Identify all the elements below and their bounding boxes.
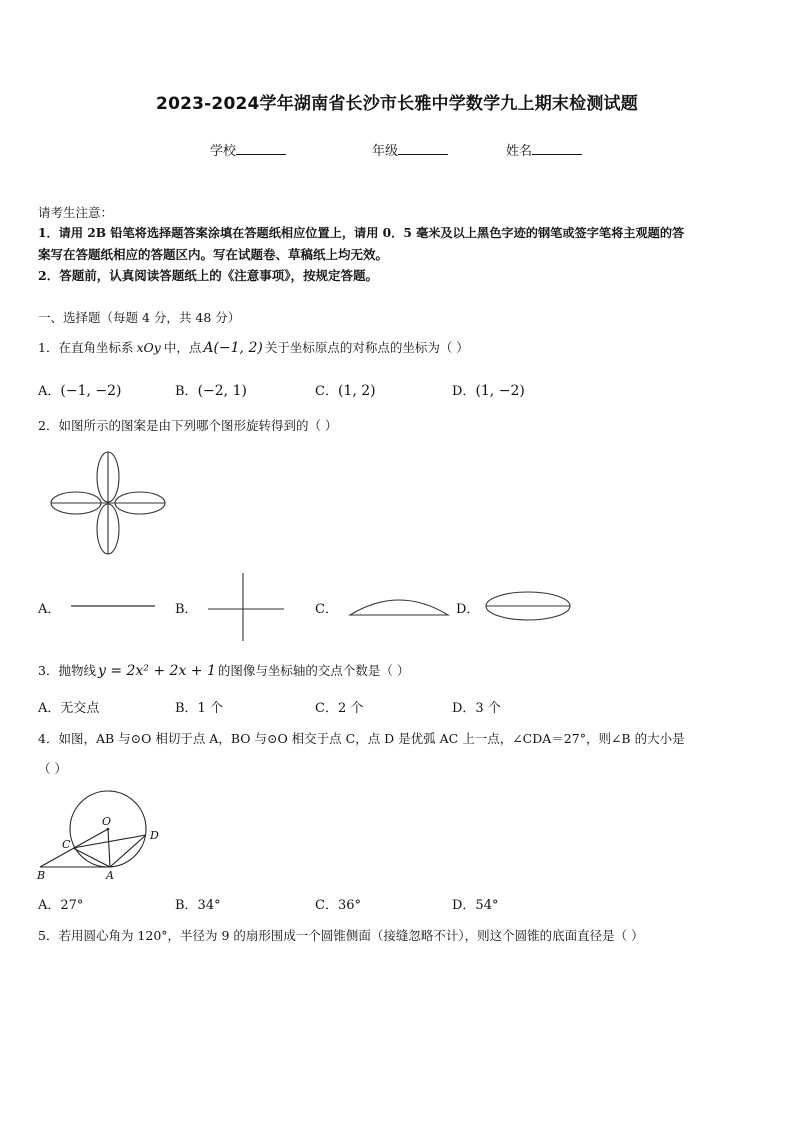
q1-option-b-value: (−2, 1) (197, 383, 247, 399)
q1-option-b[interactable] (175, 380, 247, 399)
q4-line-cd (73, 835, 146, 848)
grade-blank[interactable] (398, 142, 448, 155)
name-label: 姓名 (506, 144, 533, 159)
section-heading: 一、选择题（每题 4 分，共 48 分） (38, 310, 241, 325)
grade-label: 年级 (372, 144, 399, 159)
q4-option-c[interactable]: C．36° (315, 898, 361, 913)
q4-label-b: B (37, 869, 46, 882)
q2-option-a-label[interactable]: A． (38, 602, 61, 617)
q1-option-d[interactable] (452, 380, 525, 399)
q1-option-d-label: D． (452, 384, 476, 399)
q1-option-a-label: A． (38, 384, 61, 399)
notice-item-1-line-2: 案写在答题纸相应的答题区内。写在试题卷、草稿纸上均无效。 (38, 247, 389, 262)
question-4-line-2: （ ） (38, 761, 67, 776)
q1-prefix: 1．在直角坐标系 (38, 340, 134, 355)
notice-heading: 请考生注意： (38, 205, 114, 220)
notice-item-1-line-1: 1．请用 2B 铅笔将选择题答案涂填在答题纸相应位置上，请用 0．5 毫米及以上黑色字迹的钢笔或签字笔将主观题的答 (38, 226, 685, 240)
q1-option-c-label: C． (315, 384, 338, 399)
q2-option-d-figure (484, 590, 572, 622)
question-5: 5．若用圆心角为 120°，半径为 9 的扇形围成一个圆锥侧面（接缝忽略不计），则这个圆锥的底面直径是（ ） (38, 928, 644, 943)
q3-prefix: 3．抛物线 (38, 663, 96, 678)
q2-figure (48, 450, 168, 556)
question-3 (38, 661, 409, 679)
name-field (506, 140, 582, 159)
q1-option-c-value: (1, 2) (337, 383, 376, 399)
q4-figure (34, 785, 164, 885)
school-field (210, 140, 286, 159)
q1-option-a-value: (−1, −2) (60, 383, 122, 399)
q4-label-a: A (106, 869, 114, 882)
q2-option-c-label[interactable]: C． (315, 602, 338, 617)
q1-option-d-value: (1, −2) (475, 383, 525, 399)
q4-label-o: O (102, 815, 112, 828)
q4-line-oa (108, 829, 110, 867)
q1-option-c[interactable] (315, 380, 376, 399)
school-label: 学校 (210, 144, 237, 159)
q4-option-a[interactable]: A．27° (38, 898, 84, 913)
q4-line-ad (110, 835, 146, 867)
q3-option-d[interactable]: D．3 个 (452, 701, 501, 716)
q3-formula: y = 2x² + 2x + 1 (97, 663, 216, 679)
q3-option-b[interactable]: B．1 个 (175, 701, 223, 716)
q4-label-d: D (150, 829, 159, 842)
page-title: 2023-2024学年湖南省长沙市长雅中学数学九上期末检测试题 (156, 94, 638, 114)
q1-option-b-label: B． (175, 384, 198, 399)
school-blank[interactable] (236, 142, 286, 155)
question-2: 2．如图所示的图案是由下列哪个图形旋转得到的（ ） (38, 418, 338, 433)
q3-suffix: 的图像与坐标轴的交点个数是（ ） (217, 663, 410, 678)
q1-xoy: xOy (136, 340, 161, 355)
q4-label-c: C (62, 838, 71, 851)
q1-mid: 中，点 (163, 340, 202, 355)
q4-line-ca (73, 848, 110, 867)
q2-option-d-label[interactable]: D． (456, 602, 480, 617)
question-1 (38, 338, 469, 356)
q4-option-d[interactable]: D．54° (452, 898, 499, 913)
q2-option-b-figure (207, 572, 285, 642)
q4-option-b[interactable]: B．34° (175, 898, 221, 913)
q2-option-c-figure (349, 593, 449, 617)
name-blank[interactable] (532, 142, 582, 155)
question-4-line-1: 4．如图，AB 与⊙O 相切于点 A，BO 与⊙O 相交于点 C，点 D 是优弧 AC 上一点，∠CDA＝27°，则∠B 的大小是 (38, 731, 685, 746)
grade-field (372, 140, 448, 159)
q1-option-a[interactable] (38, 380, 122, 399)
q1-point: A(−1, 2) (203, 340, 263, 356)
q2-option-b-label[interactable]: B． (175, 602, 198, 617)
q2-option-a-figure (70, 600, 156, 612)
q3-option-a[interactable]: A．无交点 (38, 701, 100, 716)
notice-item-2: 2．答题前，认真阅读答题纸上的《注意事项》，按规定答题。 (38, 268, 378, 283)
q3-option-c[interactable]: C．2 个 (315, 701, 364, 716)
q1-suffix: 关于坐标原点的对称点的坐标为（ ） (264, 340, 469, 355)
